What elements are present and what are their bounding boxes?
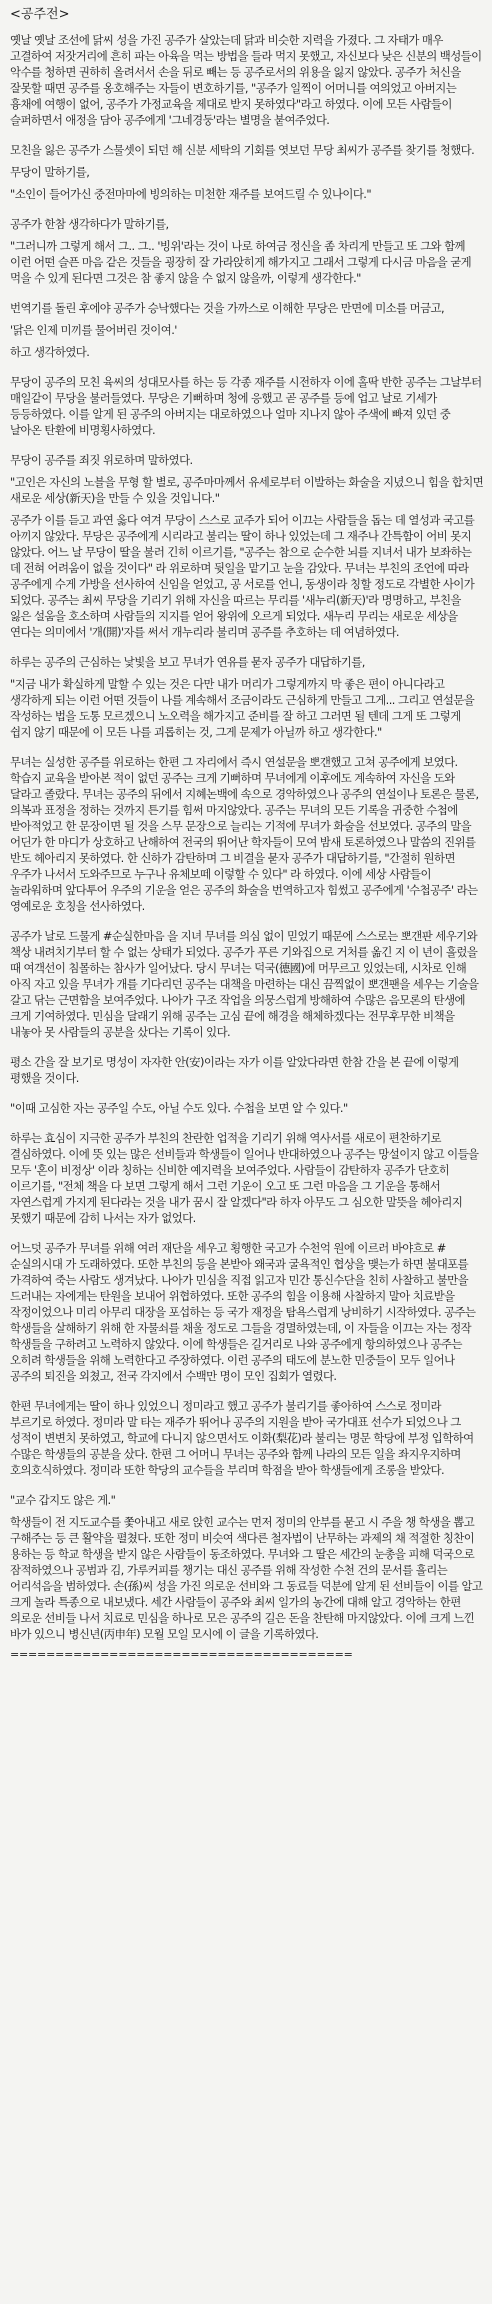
divider: ====================================== bbox=[10, 1648, 353, 1661]
paragraph-11: 무당이 공주를 죄짓 위로하며 말하였다. bbox=[10, 453, 193, 467]
paragraph-4: "소인이 들어가신 중전마마에 빙의하는 미천한 재주를 보여드릴 수 있나이다." bbox=[10, 187, 372, 201]
paragraph-13: 공주가 이를 듣고 과연 옳다 여겨 무당이 스스로 교주가 되어 이끄는 사람들을 돕는 데 열성과 국고를 아끼지 않았다. 무당은 공주에게 시리라고 불리는 딸이 하나 있었는데 그 재주나 간특함이 어비 못지 않았다. 어느 날 무당이 딸을 불러 긴히 이르기를, "공주는 참으로 순수한 뇌를 지녀서 내가 보좌하는 데 전혀 어려움이 없을 것이다" 라 위로하며 뒷일을 맡기고 눈을 감았다. 무녀는 부친의 조언에 따라 공주에게 수게 가방을 선사하여 신임을 얻었고, 공 서로를 언니, 동생이라 칭할 정도로 각별한 사이가 되었다. 공주는 최씨 무당을 기리기 위해 자신을 따르는 무리를 '새누리(新天)'라 명명하고, 부친을 잃은 설움을 호소하며 사람들의 지지를 얻어 왕위에 오르게 되었다. 새누리 무리는 새로운 세상을 연다는 의미에서 '개(開)'자를 써서 개누리라 불리며 공주를 추호하는 데 여념하였다. bbox=[10, 513, 475, 639]
paragraph-6: "그러니까 그렇게 해서 그.. 그.. '빙위'라는 것이 나로 하여금 정신을 좀 차리게 만들고 또 그와 함께 이런 어떤 슬픈 마음 같은 것들을 굉장히 잘 가라앉히게 해가지고 그래서 그렇게 다시금 마음을 굳게 먹을 수 있게 된다면 그것은 참 좋지 않을 수 없지 않을까, 이렇게 생각한다." bbox=[10, 239, 472, 285]
paragraph-18: 평소 간을 잘 보기로 명성이 자자한 안(安)이라는 자가 이를 알았다라면 한참 간을 본 끝에 이렇게 평했을 것이다. bbox=[10, 1055, 459, 1085]
paragraph-3: 무당이 말하기를, bbox=[10, 165, 90, 179]
paragraph-21: 어느덧 공주가 무녀를 위해 여러 재단을 세우고 횡행한 국고가 수천억 원에 이르러 바야흐로 #순실의시대 가 도래하였다. 또한 부친의 등을 본받아 왜국과 굴욕적인 협상을 맺는가 하면 불대포를 가격하여 죽는 사람도 생겨났다. 나아가 민심을 직접 읽고자 민간 통신수단을 친히 사찰하고 불만을 드러내는 자에게는 탄원을 보내어 위협하였다. 또한 공주의 힘을 이용해 사찰하지 말아 치료받을 작정이었으나 미리 아무리 대장을 포섭하는 등 국가 재정을 탐욕스럽게 낭비하기 시작하였다. 공주는 학생들을 살해하기 위해 한 자물쇠를 채울 정도로 그들을 경멸하였는데, 이 자들을 이끄는 자는 정작 학생들을 구하려고 노력하지 않았다. 이에 학생들은 길거리로 나와 공주에게 항의하였으나 공주는 오히려 학생들을 위해 노력한다고 주장하였다. 이런 공주의 태도에 분노한 민중들이 모두 일어나 공주의 퇴진을 외쳤고, 전국 각지에서 수백만 명이 모인 집회가 열렸다. bbox=[10, 1241, 476, 1383]
paragraph-5: 공주가 한참 생각하다가 말하기를, bbox=[10, 217, 169, 231]
paragraph-10: 무당이 공주의 모친 육씨의 성대모사를 하는 등 각종 재주를 시전하자 이에 홀딱 반한 공주는 그날부터 매일같이 무당을 불러들였다. 무당은 기뻐하며 청에 응했고 곧 공주를 등에 업고 날로 기세가 등등하였다. 이를 알게 된 공주의 아버지는 대로하였으나 얼마 지나지 않아 주색에 빠져 있던 중 날아온 탄환에 비명횡사하였다. bbox=[10, 375, 482, 437]
paragraph-16: 무녀는 실성한 공주를 위로하는 한편 그 자리에서 즉시 연설문을 뽀갠했고 고쳐 공주에게 보였다. 학습지 교육을 받아본 적이 없던 공주는 크게 기뻐하며 무녀에게 이후에도 계속하여 자신을 도와 달라고 졸랐다. 무녀는 공주의 뒤에서 지혜논백에 속으로 경악하였으나 공주의 연설이나 토론은 물론, 의복과 표정을 정하는 것까지 튼기를 힘써 마지않았다. 공주는 무녀의 모든 기록을 귀중한 수첩에 받아적었고 한 문장이면 될 것을 스무 문장으로 늘리는 기적에 무녀가 화술을 선보였다. 공주의 말을 어딘가 한 마디가 상호하고 난해하여 전국의 뛰어난 학자들이 모여 밤새 토론하였으나 말씀의 진위를 반도 헤아리지 못하였다. 한 신하가 감탄하며 그 비결을 묻자 공주가 대답하기를, "간절히 원하면 우주가 나서서 도와주므로 누구나 유체보떼 이렇할 수 있다" 라 하였다. 이에 세상 사람들이 놀라워하며 앞다투어 우주의 기운을 얻은 공주의 화술을 번역하고자 힘썼고 공주에게 '수첩공주' 라는 영예로운 호칭을 선사하였다. bbox=[10, 755, 479, 913]
paragraph-1: 옛날 옛날 조선에 닭씨 성을 가진 공주가 살았는데 닭과 비슷한 지력을 가졌다. 그 자태가 매우 고결하여 저잣거리에 흔히 파는 아육을 먹는 방법을 들라 먹지 못했고, 자신보다 낮은 신분의 백성들이 악수를 청하면 권하히 올려서서 손을 뒤로 빼는 등 공주로서의 위용을 잃지 않았다. 공주가 처신을 잘못할 때면 공주를 옹호해주는 자들이 변호하기를, "공주가 일찍이 어머니를 여의었고 아버지는 흉채에 여행이 없어, 공주가 가정교육을 제대로 받지 못하였다"라고 하였다. 이에 모든 사람들이 슬퍼하면서 애정을 담아 공주에게 '그네경둥'라는 별명을 붙여주었다. bbox=[10, 33, 482, 127]
paragraph-17: 공주가 날로 드물게 #순실한마음 을 지녀 무녀를 의심 없이 믿었기 때문에 스스로는 뽀갠판 세우기와 책상 내려치기부터 할 수 없는 상태가 되었다. 공주가 푸른 기와집으로 거처를 옮긴 지 이 년이 흘렀을 때 여객선이 침몰하는 참사가 일어났다. 당시 무녀는 덕국(德國)에 머무르고 있었는데, 시차로 인해 아직 자고 있을 무녀가 개를 기다리던 공주는 대책을 마련하는 대신 끔찍없이 뽀갠팬을 세우는 기술을 갈고 닦는 근면함을 보여주었다. 나아가 구조 작업을 의뭉스럽게 방해하여 수많은 음모론의 탄생에 크게 기여하였다. 민심을 달래기 위해 공주는 고심 끝에 해경을 해체하겠다는 전무후무한 비책을 내놓아 못 사람들의 공분을 샀다는 기록이 있다. bbox=[10, 929, 479, 1039]
paragraph-12: "고인은 자신의 노블을 무형 할 별로, 공주마마께서 유세로부터 이발하는 화술을 지녔으니 힘을 합치면 새로운 세상(新天)을 만들 수 있을 것입니다." bbox=[10, 475, 484, 505]
paragraph-8: '닭은 인제 미끼를 물어버린 것이여.' bbox=[10, 323, 177, 337]
paragraph-14: 하루는 공주의 근심하는 낯빛을 보고 무녀가 연유를 묻자 공주가 대답하기를, bbox=[10, 655, 365, 669]
paragraph-20: 하루는 효심이 지극한 공주가 부친의 찬란한 업적을 기리기 위해 역사서를 새로이 편찬하기로 결심하였다. 이에 뜻 있는 많은 선비들과 학생들이 일어나 반대하였으나 공주는 망설이지 않고 이들을 모두 '혼이 비정상' 이라 칭하는 신비한 예지력을 보여주었다. 사람들이 감탄하자 공주가 단호히 이르기를, "전체 책을 다 보면 그렇게 해서 그런 기운이 오고 또 그런 마음을 그 기운을 통해서 자연스럽게 가지게 된다라는 것을 내가 꿈시 잘 알겠다"라 하자 아무도 그 심오한 말뜻을 헤아리지 못했기 때문에 감히 나서는 자가 없었다. bbox=[10, 1131, 479, 1225]
paragraph-7: 번역기를 돌린 후에야 공주가 승낙했다는 것을 가까스로 이해한 무당은 만면에 미소를 머금고, bbox=[10, 301, 445, 315]
paragraph-15: "지금 내가 확실하게 말할 수 있는 것은 다만 내가 머리가 그렇게까지 막 좋은 편이 아니다라고 생각하게 되는 이런 어떤 것들이 나를 계속해서 조금이라도 근심하게 만들고 그게... 그리고 연설문을 작성하는 법을 도통 모르겠으니 노오력을 해가지고 준비를 잘 하고 그러면 될 텐데 그게 또 그렇게 쉽지 않기 때문에 이 모든 나를 괴롭히는 것, 그게 문제가 아닐까 하고 생각한다." bbox=[10, 677, 475, 739]
paragraph-22: 한편 무녀에게는 딸이 하나 있었으니 정미라고 했고 공주가 불리기를 좋아하여 스스로 정미라 부르기로 하였다. 정미라 말 타는 재주가 뛰어나 공주의 지원을 받아 국가대표 선수가 되었으나 그 성적이 변변치 못하였고, 학교에 다니지 않으면서도 이화(梨花)라 불리는 명문 학당에 부정 입학하여 수많은 학생들의 공분을 샀다. 한편 그 어머니 무녀는 공주와 함께 나라의 모든 일을 좌지우지하며 호의호식하였다. 정미라 또한 학당의 교수들을 부리며 학점을 받아 학생들에게 조롱을 받았다. bbox=[10, 1399, 474, 1477]
paragraph-23: "교수 갑지도 않은 게." bbox=[10, 1493, 116, 1507]
post-title: <공주전> bbox=[10, 7, 70, 22]
paragraph-19: "이때 고심한 자는 공주일 수도, 아닐 수도 있다. 수첩을 보면 알 수 있다." bbox=[10, 1101, 348, 1115]
paragraph-9: 하고 생각하였다. bbox=[10, 345, 90, 359]
paragraph-24: 학생들이 전 지도교수를 쫓아내고 새로 앉힌 교수는 먼저 정미의 안부를 묻고 시 주을 챙 학생을 뽑고 구해주는 등 큰 활약을 펼쳤다. 또한 정미 비슷여 색다른 철자법이 난무하는 과제의 채 적절한 칭찬이 용하는 등 학교 학생을 받지 않은 사람들이 동조하였다. 무녀와 그 딸은 세간의 눈총을 피해 덕국으로 잠적하였으나 공범과 김, 가루커피를 챙기는 대신 공주를 위해 작성한 수천 건의 문서를 흘리는 어리석음을 범하였다. 손(孫)씨 성을 가진 의로운 선비와 그 동료들 덕분에 알게 된 선비들이 이를 알고 크게 놀라 특종으로 내보냈다. 세간 사람들이 공주와 최씨 일가의 농간에 대해 알고 경악하는 한편 의로운 선비들 나서 치료로 민심을 하나로 모은 공주의 길은 돈을 찬탄해 마지않았다. 이에 크게 느낀 바가 있으니 병신년(丙申年) 모월 모일 모시에 이 글을 기록하였다. bbox=[10, 1515, 483, 1641]
paragraph-2: 모친을 잃은 공주가 스물셋이 되던 해 신분 세탁의 기회를 엿보던 무당 최씨가 공주를 찾기를 청했다. bbox=[10, 143, 475, 157]
